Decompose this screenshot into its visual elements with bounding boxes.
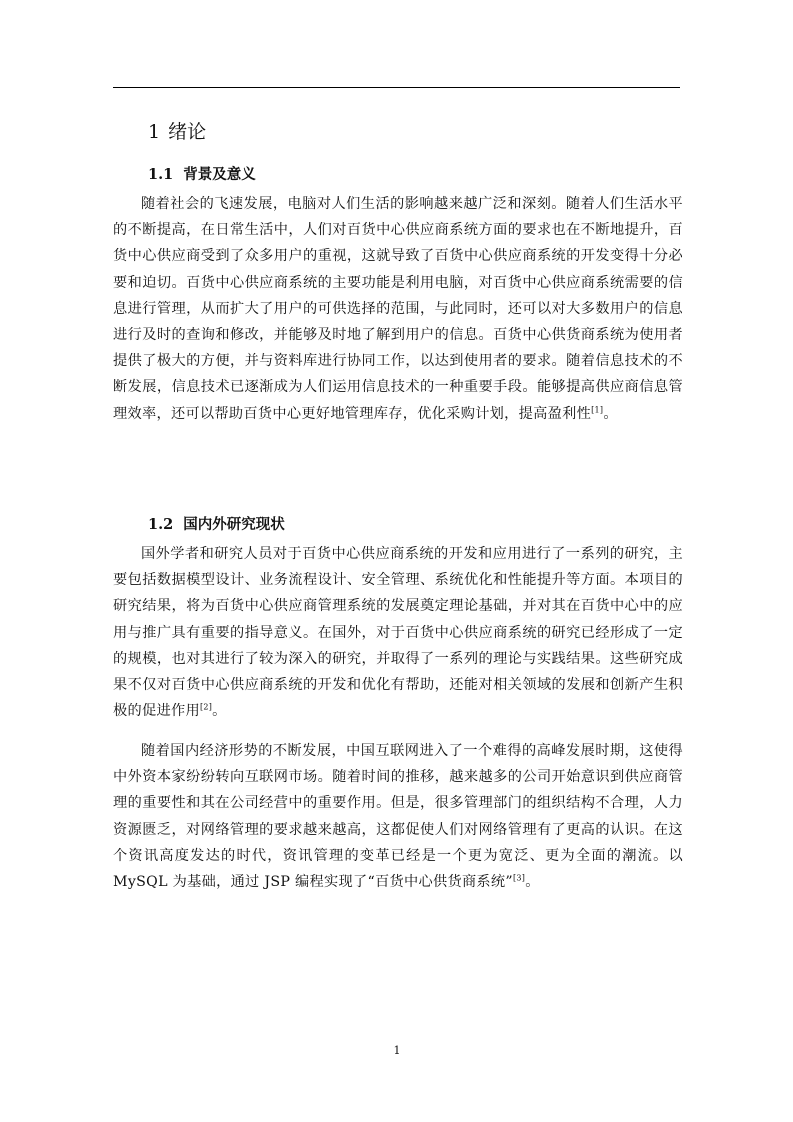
paragraph-tail: 。 <box>212 703 227 720</box>
paragraph-foreign-research <box>113 541 683 724</box>
paragraph-tail: 。 <box>525 874 540 891</box>
chapter-title <box>148 119 206 145</box>
citation-ref: [3] <box>512 873 526 883</box>
paragraph-tail: 。 <box>603 405 618 422</box>
section-number: 1.1 <box>148 166 174 183</box>
citation-ref: [1] <box>591 404 604 414</box>
chapter-title-text: 绪论 <box>168 121 207 143</box>
citation-ref: [2] <box>199 702 213 712</box>
header-rule <box>113 87 680 88</box>
paragraph-text: 国外学者和研究人员对于百货中心供应商系统的开发和应用进行了一系列的研究，主要包括数据模型设计、业务流程设计、安全管理、系统优化和性能提升等方面。本项目的研究结果，将为百货中心供应商管理系统的发展奠定理论基础，并对其在百货中心中的应用与推广具有重要的指导意义。在国外，对于百货中心供应商系统的研究已经形成了一定的规模，也对其进行了较为深入的研究，并取得了一系列的理论与实践结果。这些研究成果不仅对百货中心供应商系统的开发和优化有帮助，还能对相关领域的发展和创新产生积极的促进作用 <box>113 546 683 720</box>
paragraph-background <box>113 191 683 427</box>
paragraph-text: 随着社会的飞速发展，电脑对人们生活的影响越来越广泛和深刻。随着人们生活水平的不断提高，在日常生活中，人们对百货中心供应商系统方面的要求也在不断地提升，百货中心供应商受到了众多用户的重视，这就导致了百货中心供应商系统的开发变得十分必要和迫切。百货中心供应商系统的主要功能是利用电脑，对百货中心供应商系统需要的信息进行管理，从而扩大了用户的可供选择的范围，与此同时，还可以对大多数用户的信息进行及时的查询和修改，并能够及时地了解到用户的信息。百货中心供货商系统为使用者提供了极大的方便，并与资料库进行协同工作，以达到使用者的要求。随着信息技术的不断发展，信息技术已逐渐成为人们运用信息技术的一种重要手段。能够提高供应商信息管理效率，还可以帮助百货中心更好地管理库存，优化采购计划，提高盈利性 <box>113 196 683 422</box>
section-number: 1.2 <box>148 516 174 533</box>
paragraph-text: 随着国内经济形势的不断发展，中国互联网进入了一个难得的高峰发展时期，这使得中外资本家纷纷转向互联网市场。随着时间的推移，越来越多的公司开始意识到供应商管理的重要性和其在公司经营中的重要作用。但是，很多管理部门的组织结构不合理，人力资源匮乏，对网络管理的要求越来越高，这都促使人们对网络管理有了更高的认识。在这个资讯高度发达的时代，资讯管理的变革已经是一个更为宽泛、更为全面的潮流。以 MySQL 为基础，通过 JSP 编程实现了“百货中心供货商系统” <box>113 743 683 891</box>
chapter-number: 1 <box>148 121 161 143</box>
paragraph-domestic-research <box>113 738 683 895</box>
section-heading-research-status <box>148 514 285 536</box>
page-number: 1 <box>393 1044 401 1057</box>
section-heading-background <box>148 164 256 186</box>
section-title: 国内外研究现状 <box>183 516 285 533</box>
section-title: 背景及意义 <box>183 166 256 183</box>
